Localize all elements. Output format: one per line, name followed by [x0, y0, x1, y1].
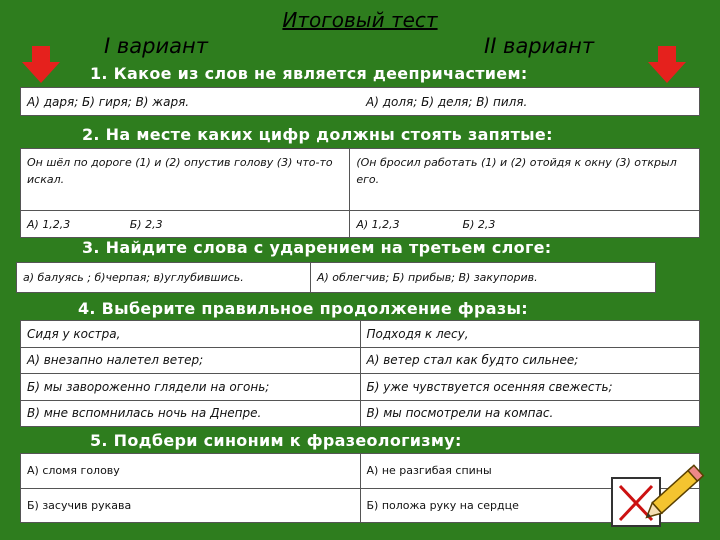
q4-variant-2-option-a: А) ветер стал как будто сильнее;	[360, 347, 700, 374]
q2-variant-1-answers: А) 1,2,3 Б) 2,3	[21, 211, 350, 238]
question-4-table	[20, 320, 700, 427]
q5-variant-1-option-a: А) сломя голову	[21, 454, 361, 489]
question-1: 1. Какое из слов не является деепричастием:	[90, 64, 528, 83]
page-title: Итоговый тест	[282, 8, 438, 32]
q4-variant-2-option-c: В) мы посмотрели на компас.	[360, 400, 700, 427]
variant-2-label: II вариант	[484, 34, 595, 58]
pencil-icon	[630, 452, 718, 536]
q4-variant-1-stem: Сидя у костра,	[21, 321, 361, 348]
q4-variant-2-stem: Подходя к лесу,	[360, 321, 700, 348]
question-1-table	[20, 87, 700, 116]
question-3: 3. Найдите слова с ударением на третьем слоге:	[82, 238, 552, 257]
question-5: 5. Подбери синоним к фразеологизму:	[90, 431, 462, 450]
q2-variant-2-answers: А) 1,2,3 Б) 2,3	[350, 211, 700, 238]
q2-variant-2-sentence: (Он бросил работать (1) и (2) отойдя к окну (3) открыл его.	[350, 149, 700, 211]
q1-variant-1-options: А) даря; Б) гиря; В) жаря.	[21, 88, 361, 116]
variant-1-label: I вариант	[104, 34, 208, 58]
question-4: 4. Выберите правильное продолжение фразы:	[78, 299, 528, 318]
q4-variant-1-option-a: А) внезапно налетел ветер;	[21, 347, 361, 374]
q3-variant-1-options: а) балуясь ; б)черпая; в)углубившись.	[17, 263, 311, 293]
q5-variant-2-option-b: Б) положа руку на сердце	[360, 488, 700, 523]
q5-variant-2-option-a: А) не разгибая спины	[360, 454, 700, 489]
q4-variant-2-option-b: Б) уже чувствуется осенняя свежесть;	[360, 374, 700, 401]
question-5-table	[20, 453, 700, 523]
arrow-down-icon	[648, 46, 686, 84]
question-2: 2. На месте каких цифр должны стоять запятые:	[82, 125, 553, 144]
question-2-table	[20, 148, 700, 238]
arrow-down-icon	[22, 46, 60, 84]
q1-variant-2-options: А) доля; Б) деля; В) пиля.	[360, 88, 700, 116]
question-3-table	[16, 262, 656, 293]
q3-variant-2-options: А) облегчив; Б) прибыв; В) закупорив.	[310, 263, 655, 293]
q2-variant-1-sentence: Он шёл по дороге (1) и (2) опустив голову (3) что-то искал.	[21, 149, 350, 211]
q5-variant-1-option-b: Б) засучив рукава	[21, 488, 361, 523]
q4-variant-1-option-c: В) мне вспомнилась ночь на Днепре.	[21, 400, 361, 427]
q4-variant-1-option-b: Б) мы завороженно глядели на огонь;	[21, 374, 361, 401]
